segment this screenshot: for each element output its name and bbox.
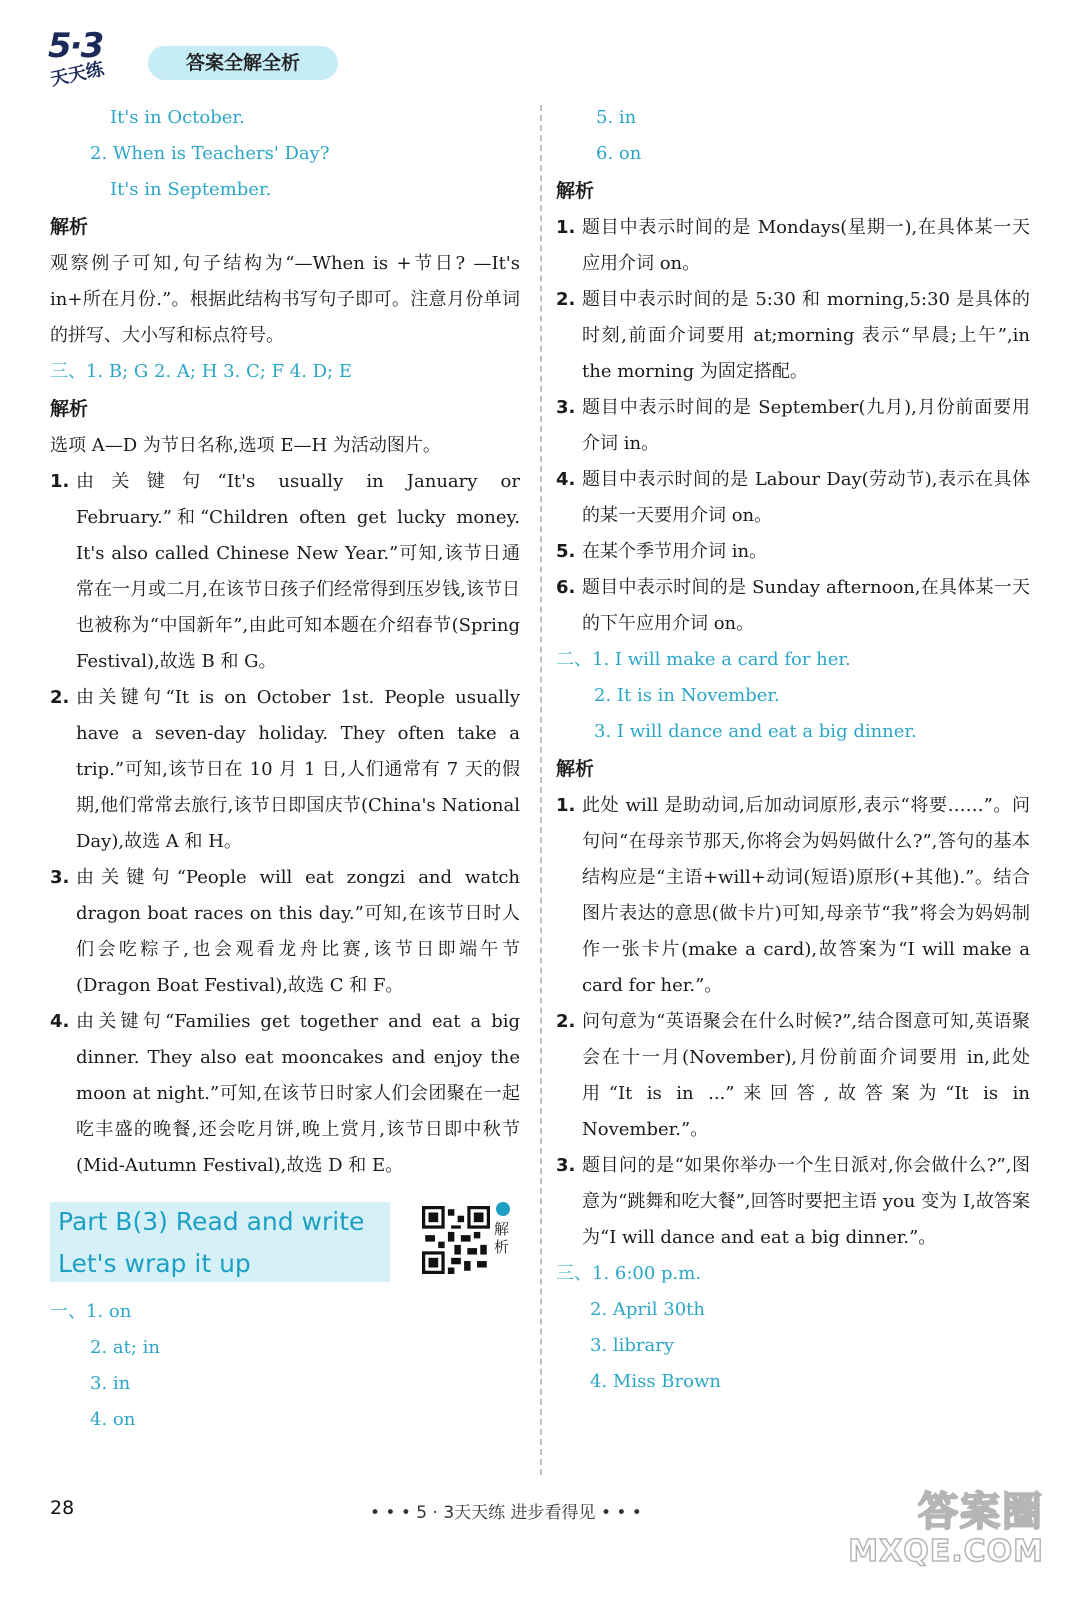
item-number: 5. xyxy=(556,541,576,562)
qr-label: 解析 xyxy=(494,1220,510,1256)
answer-line: 2. April 30th xyxy=(590,1299,705,1320)
column-divider xyxy=(540,105,542,1475)
item-number: 3. xyxy=(556,397,576,418)
analysis-item xyxy=(556,570,1030,642)
item-number: 4. xyxy=(50,1011,70,1032)
answer-line: 2. at; in xyxy=(90,1337,160,1358)
watermark-url: MXQE.COM xyxy=(848,1534,1044,1569)
footer-slogan: • • • 5 · 3天天练 进步看得见 • • • xyxy=(370,1503,642,1523)
analysis-label: 解析 xyxy=(556,180,595,202)
page-header xyxy=(40,26,340,91)
analysis-item xyxy=(556,282,1030,390)
answer-line: 4. on xyxy=(90,1409,136,1430)
item-number: 1. xyxy=(556,217,576,238)
item-number: 3. xyxy=(50,867,70,888)
answer-line: 二、1. I will make a card for her. xyxy=(556,649,851,670)
analysis-item xyxy=(50,860,520,1004)
item-text: 题目问的是“如果你举办一个生日派对,你会做什么?”,图意为“跳舞和吃大餐”,回答时要把主语 you 变为 I,故答案为“I will dance and eat a big dinner.”。 xyxy=(582,1155,1030,1248)
item-text: 由关键句“It is on October 1st. People usually have a seven-day holiday. They often take a trip.”可知,该节日在 10 月 1 日,人们通常有 7 天的假期,他们常常去旅行,该节日即国庆节(China's National Day),故选 A 和 H。 xyxy=(76,687,520,852)
item-text: 由关键句“People will eat zongzi and watch dragon boat races on this day.”可知,在该节日时人们会吃粽子,也会观看龙舟比赛,该节日即端午节(Dragon Boat Festival),故选 C 和 F。 xyxy=(76,867,520,996)
item-text: 题目中表示时间的是 Mondays(星期一),在具体某一天应用介词 on。 xyxy=(582,217,1030,274)
item-number: 3. xyxy=(556,1155,576,1176)
item-text: 问句意为“英语聚会在什么时候?”,结合图意可知,英语聚会在十一月(November),月份前面介词要用 in,此处用“It is in ...”来回答,故答案为“It is in November.”。 xyxy=(582,1011,1030,1140)
answer-line: It's in October. xyxy=(110,107,245,128)
item-text: 在某个季节用介词 in。 xyxy=(582,541,768,562)
answer-line: 2. It is in November. xyxy=(594,685,780,706)
item-number: 1. xyxy=(50,471,70,492)
header-title: 答案全解全析 xyxy=(185,52,300,74)
analysis-item xyxy=(50,680,520,860)
item-number: 2. xyxy=(556,1011,576,1032)
analysis-item xyxy=(50,464,520,680)
watermark xyxy=(848,1480,1054,1580)
analysis-intro: 选项 A—D 为节日名称,选项 E—H 为活动图片。 xyxy=(50,435,441,456)
brand-logo: 5·3 天天练 xyxy=(48,26,106,91)
item-number: 1. xyxy=(556,795,576,816)
analysis-item xyxy=(556,534,1030,570)
right-column xyxy=(556,100,1030,1400)
answer-line: 6. on xyxy=(596,143,642,164)
part-heading xyxy=(50,1202,520,1282)
qr-code-icon[interactable] xyxy=(422,1206,490,1274)
item-number: 2. xyxy=(556,289,576,310)
item-text: 题目中表示时间的是 Labour Day(劳动节),表示在具体的某一天要用介词 on。 xyxy=(582,469,1030,526)
analysis-paragraph: 观察例子可知,句子结构为“—When is +节日? —It's in+所在月份.”。根据此结构书写句子即可。注意月份单词的拼写、大小写和标点符号。 xyxy=(50,253,520,346)
analysis-label: 解析 xyxy=(556,758,595,780)
analysis-item xyxy=(556,788,1030,1004)
analysis-item xyxy=(556,390,1030,462)
analysis-item xyxy=(50,1004,520,1184)
header-title-pill xyxy=(148,46,338,80)
analysis-item xyxy=(556,462,1030,534)
item-number: 4. xyxy=(556,469,576,490)
item-number: 6. xyxy=(556,577,576,598)
item-text: 此处 will 是助动词,后加动词原形,表示“将要……”。问句问“在母亲节那天,你将会为妈妈做什么?”,答句的基本结构应是“主语+will+动词(短语)原形(+其他).”。结合图片表达的意思(做卡片)可知,母亲节“我”将会为妈妈制作一张卡片(make a card),故答案为“I will make a card for her.”。 xyxy=(582,795,1030,996)
part-title: Part B(3) Read and write xyxy=(58,1207,365,1236)
part-subtitle: Let's wrap it up xyxy=(58,1249,251,1278)
item-text: 由关键句“Families get together and eat a big dinner. They also eat mooncakes and enjoy the moon at night.”可知,在该节日时家人们会团聚在一起吃丰盛的晚餐,还会吃月饼,晚上赏月,该节日即中秋节(Mid-Autumn Festival),故选 D 和 E。 xyxy=(76,1011,520,1176)
section-answers: 三、1. B; G 2. A; H 3. C; F 4. D; E xyxy=(50,361,353,382)
left-column xyxy=(50,100,520,1438)
answer-line: 三、1. 6:00 p.m. xyxy=(556,1263,702,1284)
answer-line: 4. Miss Brown xyxy=(590,1371,721,1392)
item-text: 由关键句“It's usually in January or February.”和“Children often get lucky money. It's also called Chinese New Year.”可知,该节日通常在一月或二月,在该节日孩子们经常得到压岁钱,该节日也被称为“中国新年”,由此可知本题在介绍春节(Spring Festival),故选 B 和 G。 xyxy=(76,471,520,672)
page-number: 28 xyxy=(50,1497,75,1519)
answer-line: 3. I will dance and eat a big dinner. xyxy=(594,721,917,742)
analysis-item xyxy=(556,1004,1030,1148)
item-text: 题目中表示时间的是 Sunday afternoon,在具体某一天的下午应用介词 on。 xyxy=(582,577,1030,634)
analysis-label: 解析 xyxy=(50,398,89,420)
answer-line: 一、1. on xyxy=(50,1301,132,1322)
analysis-item xyxy=(556,1148,1030,1256)
item-number: 2. xyxy=(50,687,70,708)
analysis-label: 解析 xyxy=(50,216,89,238)
analysis-item xyxy=(556,210,1030,282)
item-text: 题目中表示时间的是 September(九月),月份前面要用介词 in。 xyxy=(582,397,1030,454)
watermark-title: 答案圈 xyxy=(918,1489,1044,1535)
answer-line: 2. When is Teachers' Day? xyxy=(90,143,330,164)
answer-line: 5. in xyxy=(596,107,637,128)
answer-line: 3. library xyxy=(590,1335,675,1356)
answer-line: It's in September. xyxy=(110,179,272,200)
play-icon xyxy=(496,1202,510,1216)
answer-line: 3. in xyxy=(90,1373,131,1394)
item-text: 题目中表示时间的是 5:30 和 morning,5:30 是具体的时刻,前面介词要用 at;morning 表示“早晨;上午”,in the morning 为固定搭配。 xyxy=(582,289,1030,382)
